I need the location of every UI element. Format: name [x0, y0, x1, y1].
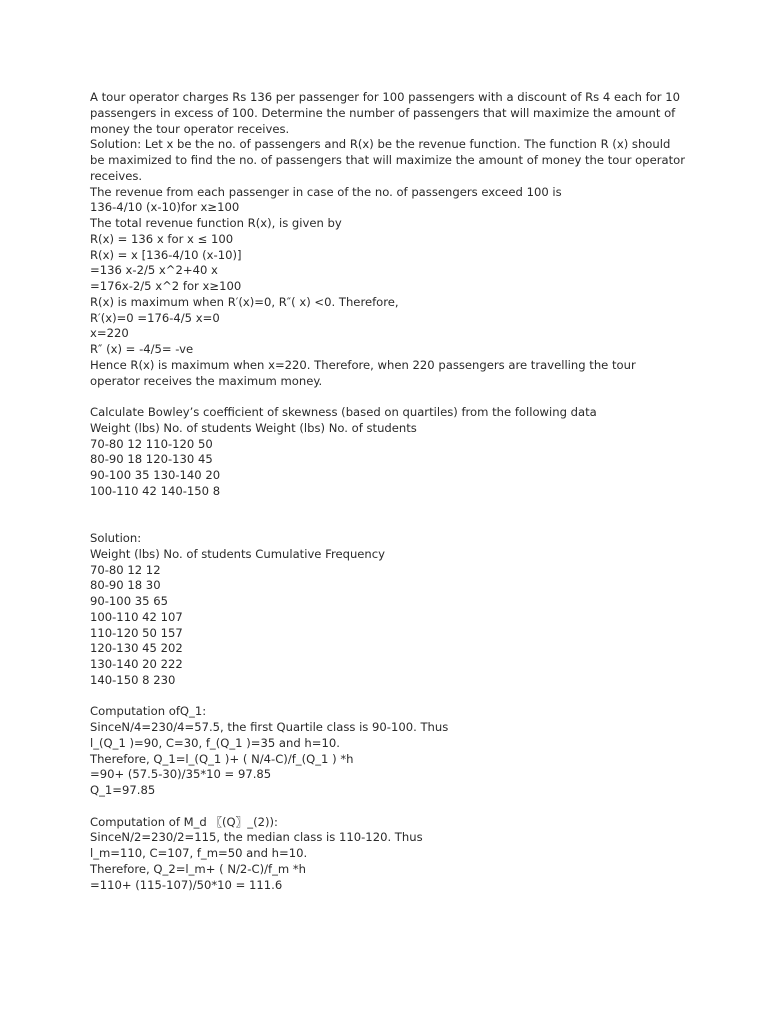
blank-line	[90, 515, 690, 531]
blank-line	[90, 799, 690, 815]
text-line: =90+ (57.5-30)/35*10 = 97.85	[90, 767, 272, 782]
text-line: Computation of M_d 〖(Q〗_(2)):	[90, 814, 278, 829]
text-line: 70-80 12 110-120 50	[90, 436, 213, 451]
text-line: Therefore, Q_1=l_(Q_1 )+ ( N/4-C)/f_(Q_1 ) *h	[90, 751, 354, 766]
text-line: 140-150 8 230	[90, 672, 176, 687]
text-line: 90-100 35 130-140 20	[90, 468, 221, 482]
text-line: l_m=110, C=107, f_m=50 and h=10.	[90, 846, 308, 860]
text-line: SinceN/2=230/2=115, the median class is 110-120. Thus	[90, 830, 423, 845]
text-line: =176x-2/5 x^2 for x≥100	[90, 279, 242, 293]
text-line: 120-130 45 202	[90, 641, 183, 656]
text-line: Q_1=97.85	[90, 783, 156, 797]
text-line: R′(x)=0 =176-4/5 x=0	[90, 310, 220, 325]
text-line: Solution: Let x be the no. of passengers and R(x) be the revenue function. The function R (x) should	[90, 137, 671, 152]
text-line: The revenue from each passenger in case of the no. of passengers exceed 100 is	[90, 184, 562, 199]
blank-line	[90, 689, 690, 705]
text-line: 130-140 20 222	[90, 657, 183, 671]
text-line: R″ (x) = -4/5= -ve	[90, 342, 194, 356]
document-page	[90, 90, 690, 893]
text-line: 70-80 12 12	[90, 562, 161, 577]
text-line: 100-110 42 140-150 8	[90, 483, 221, 498]
text-line: 80-90 18 30	[90, 578, 161, 593]
text-line: A tour operator charges Rs 136 per passenger for 100 passengers with a discount of Rs 4 each for 10	[90, 90, 680, 104]
text-line: Solution:	[90, 531, 142, 545]
text-line: SinceN/4=230/4=57.5, the first Quartile class is 90-100. Thus	[90, 720, 449, 734]
text-line: be maximized to find the no. of passengers that will maximize the amount of money the tour operator	[90, 153, 686, 167]
text-line: =110+ (115-107)/50*10 = 111.6	[90, 877, 283, 892]
blank-line	[90, 389, 690, 405]
text-line: R(x) = 136 x for x ≤ 100	[90, 231, 234, 246]
text-line: =136 x-2/5 x^2+40 x	[90, 263, 218, 278]
text-line: 100-110 42 107	[90, 609, 183, 624]
text-line: 110-120 50 157	[90, 625, 183, 640]
text-line: Therefore, Q_2=l_m+ ( N/2-C)/f_m *h	[90, 861, 306, 876]
text-line: money the tour operator receives.	[90, 121, 290, 136]
text-line: Weight (lbs) No. of students Weight (lbs) No. of students	[90, 420, 417, 435]
text-line: receives.	[90, 168, 143, 183]
text-line: passengers in excess of 100. Determine the number of passengers that will maximize the amount of	[90, 105, 676, 120]
text-line: Calculate Bowley’s coefficient of skewness (based on quartiles) from the following data	[90, 405, 597, 419]
text-line: 80-90 18 120-130 45	[90, 452, 213, 467]
text-line: operator receives the maximum money.	[90, 373, 323, 388]
text-line: x=220	[90, 326, 129, 341]
text-line: 90-100 35 65	[90, 594, 168, 608]
text-line: Weight (lbs) No. of students Cumulative Frequency	[90, 546, 386, 561]
blank-line	[90, 500, 690, 516]
text-line: Hence R(x) is maximum when x=220. Therefore, when 220 passengers are travelling the tour	[90, 357, 636, 372]
text-line: Computation ofQ_1:	[90, 704, 207, 719]
text-line: 136-4/10 (x-10)for x≥100	[90, 200, 240, 215]
text-line: l_(Q_1 )=90, C=30, f_(Q_1 )=35 and h=10.	[90, 735, 340, 750]
text-line: R(x) = x [136-4/10 (x-10)]	[90, 247, 242, 262]
text-line: R(x) is maximum when R′(x)=0, R″( x) <0. Therefore,	[90, 294, 399, 309]
text-line: The total revenue function R(x), is given by	[90, 216, 342, 230]
